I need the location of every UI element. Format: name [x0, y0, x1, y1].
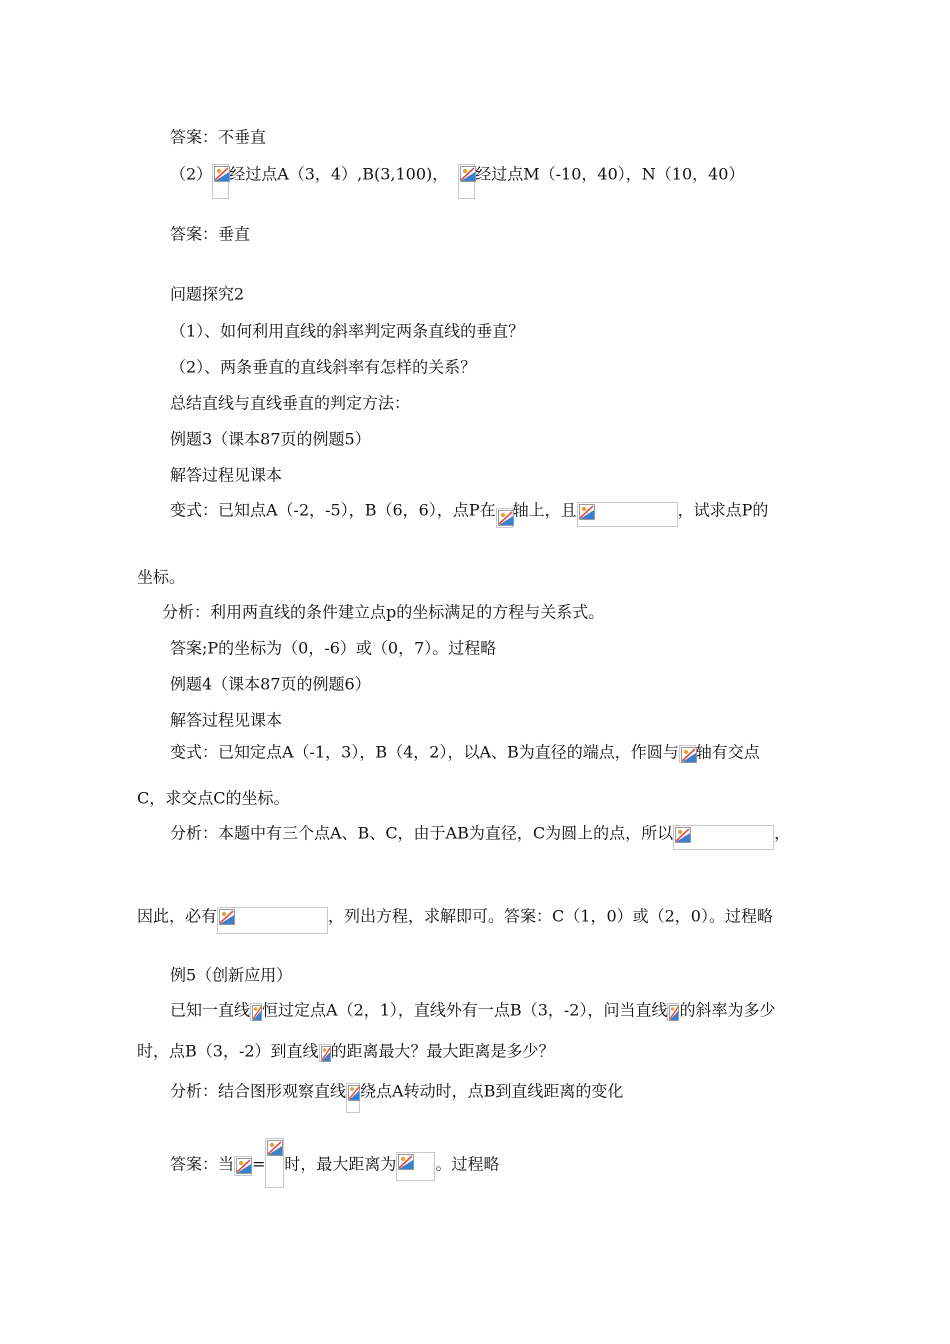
example-question-continuation: 时，点B（3，-2）到直线 的距离最大？最大距离是多少？ — [137, 1041, 555, 1061]
solution-line: 解答过程见课本 — [170, 710, 283, 730]
formula-image-icon — [673, 825, 774, 850]
answer-line-4: 答案：当 = 时，最大距离为 。过程略 — [170, 1152, 499, 1177]
analysis-line: 分析：结合图形观察直线 绕点A转动时，点B到直线距离的变化 — [170, 1081, 623, 1102]
analysis-line: 分析：利用两直线的条件建立点p的坐标满足的方程与关系式。 — [162, 602, 605, 622]
formula-image-icon — [577, 502, 678, 527]
analysis-line: 分析：本题中有三个点A、B、C，由于AB为直径，C为圆上的点，所以 ， — [170, 823, 790, 844]
solution-line: 解答过程见课本 — [170, 465, 283, 485]
formula-image-icon — [496, 508, 513, 528]
answer-line-3: 答案;P的坐标为（0，-6）或（0，7）。过程略 — [170, 638, 497, 658]
formula-image-icon — [679, 745, 696, 763]
variant-continuation: 坐标。 — [137, 567, 186, 587]
formula-image-icon — [346, 1083, 360, 1113]
question-item: （2）、两条垂直的直线斜率有怎样的关系？ — [170, 357, 477, 377]
formula-image-icon — [667, 1003, 679, 1021]
formula-image-icon — [217, 907, 328, 934]
fraction-image-icon — [265, 1138, 284, 1188]
question-item: （1）、如何利用直线的斜率判定两条直线的垂直？ — [170, 321, 525, 341]
variant-line: 变式：已知点A（-2，-5），B（6，6），点P在 轴上，且 ，试求点P的 — [170, 500, 768, 521]
formula-image-icon — [319, 1044, 331, 1062]
example-question: 已知一直线 恒过定点A（2，1），直线外有一点B（3，-2），问当直线 的斜率为多少 — [170, 1000, 776, 1020]
question-2-line: （2） 经过点A（3，4）,B(3,100)， 经过点M（-10，40），N（10，40） — [170, 164, 744, 185]
analysis-continuation: 因此，必有 ，列出方程，求解即可。答案：C（1，0）或（2，0）。过程略 — [137, 906, 773, 927]
variant-line: 变式：已知定点A（-1，3），B（4，2），以A、B为直径的端点，作圆与 轴有交点 — [170, 742, 760, 762]
formula-image-icon — [458, 164, 475, 199]
formula-image-icon — [212, 164, 229, 199]
formula-image-icon — [250, 1003, 262, 1021]
example-heading: 例题4（课本87页的例题6） — [170, 674, 371, 694]
example-heading: 例5（创新应用） — [170, 965, 293, 985]
example-heading: 例题3（课本87页的例题5） — [170, 429, 371, 449]
formula-image-icon — [396, 1152, 435, 1181]
answer-line-1: 答案：不垂直 — [170, 127, 267, 147]
summary-line: 总结直线与直线垂直的判定方法： — [170, 393, 411, 413]
section-heading: 问题探究2 — [170, 284, 245, 304]
answer-line-2: 答案：垂直 — [170, 224, 251, 244]
formula-image-icon — [234, 1156, 252, 1176]
variant-continuation: C，求交点C的坐标。 — [137, 788, 290, 808]
